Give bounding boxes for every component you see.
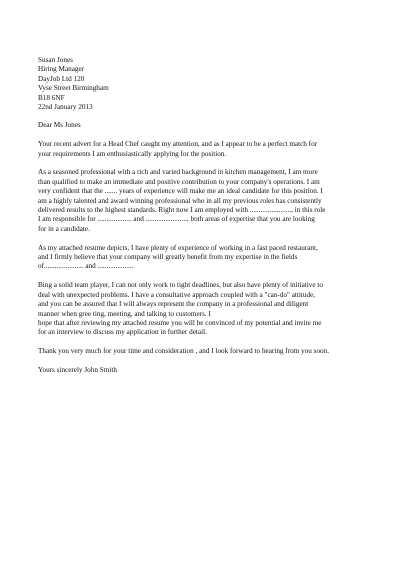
paragraph-line: Bing a solid team player, I can not only work to tight deadlines, but also have plenty of initiative to bbox=[38, 281, 323, 290]
recipient-street: Vyse Street Birmingham bbox=[38, 84, 109, 93]
paragraph-line: your requirements I am enthusiastically applying for the position. bbox=[38, 149, 227, 158]
letter-date: 22nd January 2013 bbox=[38, 103, 93, 112]
paragraph-line: and you can be assured that I will always represent the company in a professional and diligent bbox=[38, 300, 309, 309]
paragraph-thanks bbox=[38, 347, 360, 356]
recipient-postcode: B18 6NF bbox=[38, 93, 65, 102]
paragraph-line: As my attached resume depicts, I have plenty of experience of working in a fast paced restaurant, bbox=[38, 243, 318, 252]
paragraph-line: and I firmly believe that your company will greatly benefit from my expertise in the fields bbox=[38, 253, 298, 262]
paragraph-line: I am responsible for ................... and ......................., both areas of expertise that you are looking bbox=[38, 215, 315, 224]
paragraph-line: for an interview to discuss my application in further detail. bbox=[38, 328, 207, 337]
recipient-company: DayJob Ltd 120 bbox=[38, 74, 85, 83]
paragraph-teamwork bbox=[38, 281, 360, 337]
paragraph-line: Your recent advert for a Head Chef caught my attention, and as I appear to be a perfect match for bbox=[38, 140, 318, 149]
letter-page bbox=[38, 56, 360, 375]
recipient-title: Hiring Manager bbox=[38, 65, 85, 74]
paragraph-intro bbox=[38, 140, 360, 159]
paragraph-experience bbox=[38, 168, 360, 234]
paragraph-line: Thank you very much for your time and consideration , and I look forward to hearing from you soon. bbox=[38, 347, 330, 356]
paragraph-line: very confident that the ....... years of experience will make me an ideal candidate for this position. I bbox=[38, 187, 323, 196]
paragraph-line: As a seasoned professional with a rich and varied background in kitchen management, I am more bbox=[38, 168, 318, 177]
paragraph-line: hope that after reviewing my attached resume you will be convinced of my potential and invite me bbox=[38, 318, 322, 327]
salutation: Dear Ms Jones bbox=[38, 121, 81, 130]
paragraph-line: am a highly talented and award winning professional who in all my previous roles has consistently bbox=[38, 196, 322, 205]
closing-signature: Yours sincerely John Smith bbox=[38, 365, 117, 374]
paragraph-line: delivered results to the highest standards. Right now I am employed with ......................., in this role bbox=[38, 206, 326, 215]
paragraph-resume bbox=[38, 244, 360, 272]
recipient-address bbox=[38, 56, 360, 112]
paragraph-line: manner when gree ting, meeting, and talking to customers. I bbox=[38, 309, 211, 318]
paragraph-line: of...................... and .................... bbox=[38, 262, 134, 271]
recipient-name: Susan Jones bbox=[38, 56, 73, 64]
paragraph-line: for in a candidate. bbox=[38, 224, 90, 233]
paragraph-line: deal with unexpected problems. I have a consultative approach coupled with a "can-do" attitude, bbox=[38, 290, 316, 299]
paragraph-line: than qualified to make an immediate and positive contribution to your company's operations. I am bbox=[38, 177, 320, 186]
